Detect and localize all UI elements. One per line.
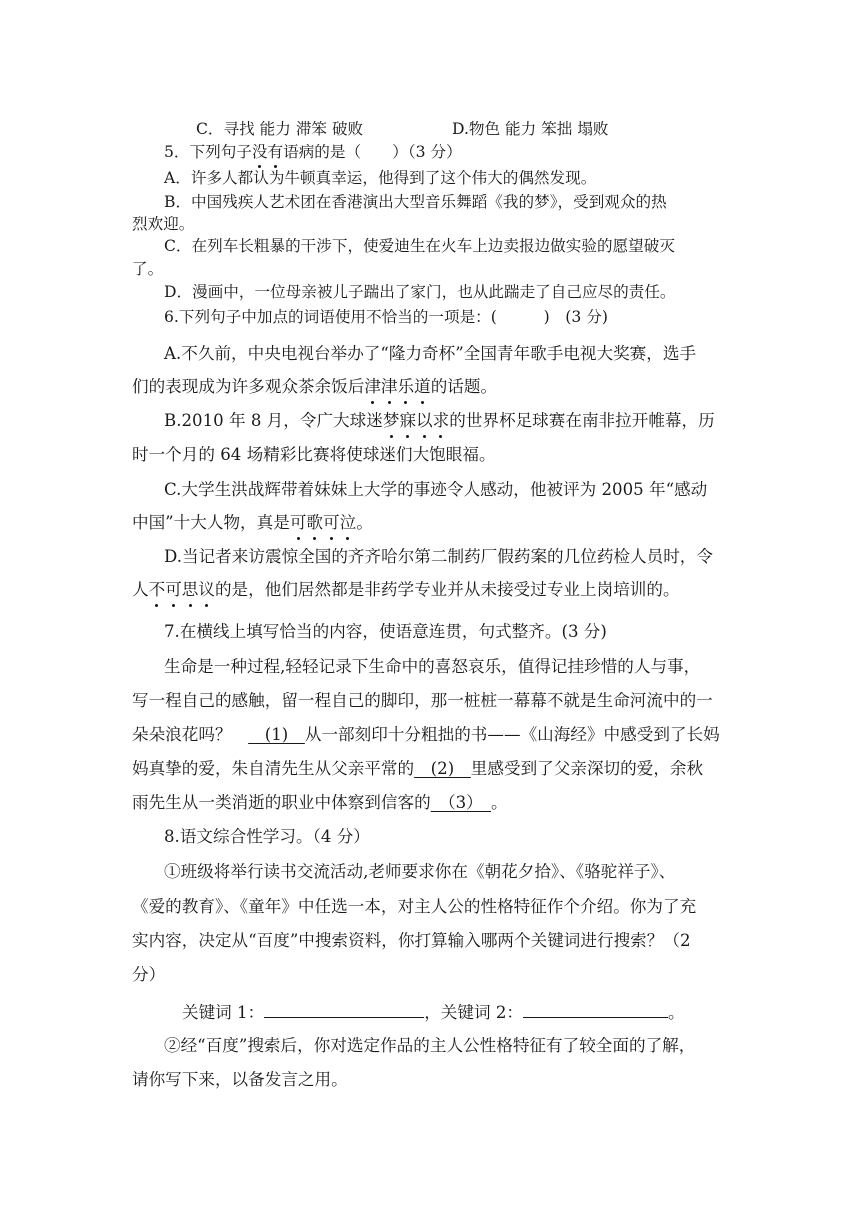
q4-option-c: C．寻找 能力 滞笨 破败: [196, 120, 364, 138]
emphasis-dot: 可: [165, 578, 182, 602]
fill-blank-3[interactable]: （3）: [430, 793, 492, 812]
q6-stem: 6.下列句子中加点的词语使用不恰当的一项是：( ) (3 分): [164, 308, 608, 326]
emphasis-dot: 可: [323, 511, 340, 535]
emphasis-dot: 议: [198, 578, 215, 602]
emphasis-dot: 不: [149, 578, 166, 602]
q8-para-line4: 分）: [132, 965, 166, 984]
q7-para-line5: 雨先生从一类消逝的职业中体察到信客的 （3） 。: [132, 793, 508, 812]
q5-option-b-line2: 烈欢迎。: [132, 215, 195, 233]
q4-option-d: D.物色 能力 笨拙 塌败: [452, 120, 609, 138]
q6-option-c-line2: 中国”十大人物，真是可歌可泣。: [132, 511, 373, 535]
q5-stem: 5．下列句子没有语病的是（ ）（3 分）: [164, 143, 462, 161]
q6-option-a-line1: A.不久前，中央电视台举办了“隆力奇杯”全国青年歌手电视大奖赛，选手: [164, 344, 697, 363]
q5-option-d: D．漫画中，一位母亲被儿子踹出了家门，也从此踹走了自己应尽的责任。: [164, 283, 676, 301]
q6-option-b-line2: 时一个月的 64 场精彩比赛将使球迷们大饱眼福。: [132, 445, 496, 464]
emphasis-dot: 津: [364, 375, 381, 399]
q7-stem: 7.在横线上填写恰当的内容，使语意连贯，句式整齐。(3 分): [164, 622, 607, 641]
q5-option-c-line1: C．在列车长粗暴的干涉下，使爱迪生在火车上边卖报边做实验的愿望破灭: [164, 237, 675, 255]
keyword-1-blank[interactable]: [264, 999, 424, 1018]
emphasis-dot: 道: [414, 375, 431, 399]
q5-option-b-line1: B．中国残疾人艺术团在香港演出大型音乐舞蹈《我的梦》，受到观众的热: [164, 193, 667, 211]
emphasis-dot: 没: [251, 143, 268, 161]
keyword-2-blank[interactable]: [523, 999, 668, 1018]
q6-option-a-line2: 们的表现成为许多观众茶余饭后津津乐道的话题。: [132, 375, 497, 399]
q8-para-line6: 请你写下来，以备发言之用。: [132, 1070, 348, 1089]
q7-para-line2: 写一程自己的感触，留一程自己的脚印，那一桩桩一幕幕不就是生命河流中的一: [132, 691, 713, 710]
q8-para-line3: 实内容，决定从“百度”中搜索资料，你打算输入哪两个关键词进行搜索？（2: [132, 931, 691, 950]
q8-para-line1: ①班级将举行读书交流活动,老师要求你在《朝花夕拾》、《骆驼祥子》、: [164, 862, 676, 881]
emphasis-dot: 寐: [399, 409, 416, 433]
q8-para-line2: 《爱的教育》、《童年》中任选一本，对主人公的性格特征作个介绍。你为了充: [132, 897, 697, 916]
fill-blank-1[interactable]: (1): [248, 725, 305, 744]
q6-option-c-line1: C.大学生洪战辉带着妹妹上大学的事迹令人感动，他被评为 2005 年“感动: [164, 480, 708, 499]
emphasis-dot: 泣: [340, 511, 357, 535]
q7-para-line1: 生命是一种过程,轻轻记录下生命中的喜怒哀乐，值得记挂珍惜的人与事，: [164, 657, 701, 676]
emphasis-dot: 有: [267, 143, 284, 161]
q6-option-d-line2: 人不可思议的是，他们居然都是非药学专业并从未接受过专业上岗培训的。: [132, 578, 680, 602]
q5-option-c-line2: 了。: [132, 260, 164, 278]
q7-para-line4: 妈真挚的爱，朱自清先生从父亲平常的 (2) 里感受到了父亲深切的爱，余秋: [132, 759, 704, 778]
emphasis-dot: 乐: [398, 375, 415, 399]
q6-option-b-line1: B.2010 年 8 月，令广大球迷梦寐以求的世界杯足球赛在南非拉开帷幕，历: [164, 409, 715, 433]
emphasis-dot: 以: [416, 409, 433, 433]
emphasis-dot: 思: [182, 578, 199, 602]
emphasis-dot: 求: [433, 409, 450, 433]
q8-para-line5: ②经“百度”搜索后，你对选定作品的主人公性格特征有了较全面的了解，: [164, 1036, 696, 1055]
q7-para-line3: 朵朵浪花吗？ (1) 从一部刻印十分粗拙的书——《山海经》中感受到了长妈: [132, 725, 720, 744]
emphasis-dot: 歌: [306, 511, 323, 535]
q8-keyword-row: 关键词 1： ，关键词 2： 。: [182, 999, 685, 1025]
emphasis-dot: 梦: [383, 409, 400, 433]
q5-option-a: A．许多人都认为牛顿真幸运，他得到了这个伟大的偶然发现。: [164, 169, 597, 187]
fill-blank-2[interactable]: (2): [414, 759, 471, 778]
emphasis-dot: 可: [290, 511, 307, 535]
q6-option-d-line1: D.当记者来访震惊全国的齐齐哈尔第二制药厂假药案的几位药检人员时，令: [164, 547, 713, 566]
q8-stem: 8.语文综合性学习。（4 分）: [164, 827, 370, 846]
emphasis-dot: 津: [381, 375, 398, 399]
